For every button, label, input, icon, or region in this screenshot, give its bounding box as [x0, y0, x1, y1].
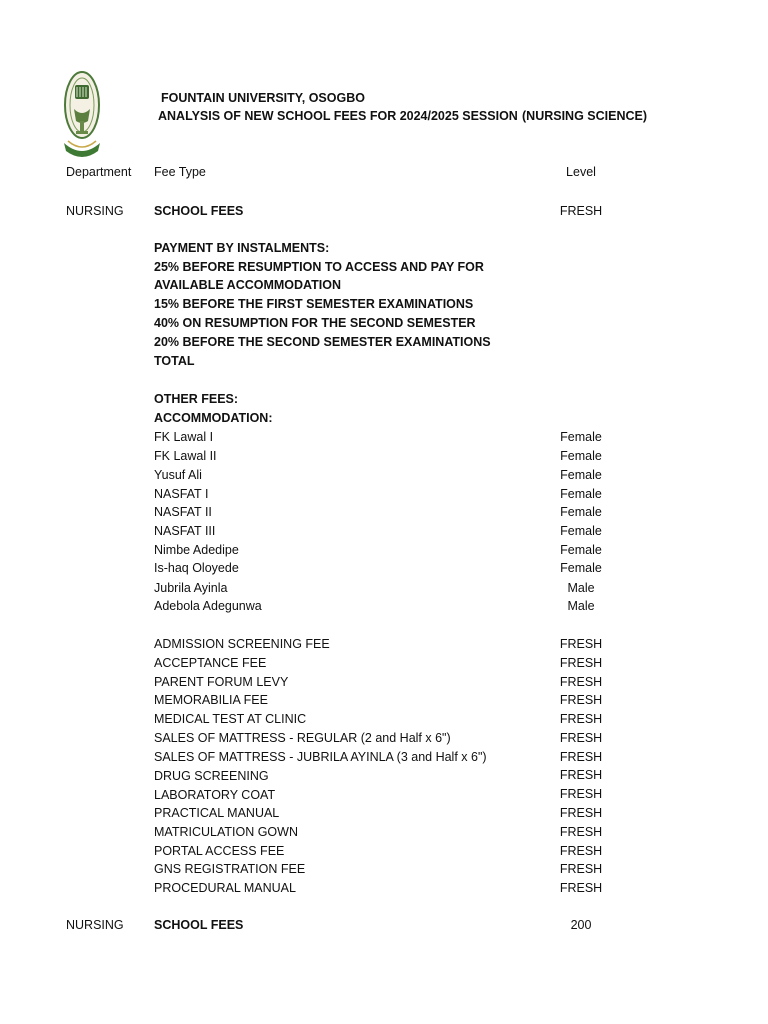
hostel-name: Is-haq Oloyede	[154, 561, 239, 575]
fee-level: FRESH	[559, 806, 603, 820]
hostel-name: FK Lawal II	[154, 449, 217, 463]
university-crest-icon	[62, 69, 102, 161]
fee-level: FRESH	[559, 750, 603, 764]
hostel-gender: Female	[560, 487, 602, 501]
instalment-line: 40% ON RESUMPTION FOR THE SECOND SEMESTER	[154, 316, 476, 330]
fee-name: PARENT FORUM LEVY	[154, 675, 289, 689]
fee-type-cell: SCHOOL FEES	[154, 918, 244, 932]
other-fees-heading: OTHER FEES:	[154, 392, 239, 406]
hostel-name: NASFAT III	[154, 524, 216, 538]
fee-level: FRESH	[559, 712, 603, 726]
level-column-header: Level	[566, 165, 596, 179]
hostel-gender: Female	[560, 543, 602, 557]
instalment-line: 15% BEFORE THE FIRST SEMESTER EXAMINATIONS	[154, 297, 474, 311]
department-cell: NURSING	[66, 918, 124, 932]
fee-level: FRESH	[559, 656, 603, 670]
fee-name: SALES OF MATTRESS - JUBRILA AYINLA (3 and Half x 6")	[154, 750, 487, 764]
hostel-gender: Female	[560, 505, 602, 519]
hostel-gender: Female	[560, 561, 602, 575]
fee-level: FRESH	[559, 675, 603, 689]
fee-level: FRESH	[559, 787, 603, 801]
fee-level: FRESH	[559, 693, 603, 707]
instalment-line: AVAILABLE ACCOMMODATION	[154, 278, 342, 292]
fee-name: PORTAL ACCESS FEE	[154, 844, 285, 858]
fee-level: FRESH	[559, 844, 603, 858]
fee-level: FRESH	[559, 825, 603, 839]
hostel-name: Nimbe Adedipe	[154, 543, 239, 557]
instalment-line: 25% BEFORE RESUMPTION TO ACCESS AND PAY FOR	[154, 260, 484, 274]
hostel-gender: Female	[560, 468, 602, 482]
fee-type-column-header: Fee Type	[154, 165, 206, 179]
fee-name: GNS REGISTRATION FEE	[154, 862, 306, 876]
department-cell: NURSING	[66, 204, 124, 218]
fee-name: DRUG SCREENING	[154, 769, 269, 783]
hostel-name: Adebola Adegunwa	[154, 599, 262, 613]
fee-name: MEMORABILIA FEE	[154, 693, 268, 707]
level-cell: FRESH	[559, 204, 603, 218]
fee-name: ACCEPTANCE FEE	[154, 656, 267, 670]
hostel-name: NASFAT I	[154, 487, 209, 501]
hostel-gender: Male	[567, 599, 595, 613]
hostel-name: FK Lawal I	[154, 430, 214, 444]
hostel-name: NASFAT II	[154, 505, 212, 519]
fee-level: FRESH	[559, 881, 603, 895]
hostel-gender: Female	[560, 524, 602, 538]
hostel-gender: Male	[567, 581, 595, 595]
hostel-name: Jubrila Ayinla	[154, 581, 228, 595]
accommodation-heading: ACCOMMODATION:	[154, 411, 273, 425]
fee-name: PROCEDURAL MANUAL	[154, 881, 296, 895]
fee-name: MATRICULATION GOWN	[154, 825, 298, 839]
fee-name: SALES OF MATTRESS - REGULAR (2 and Half x 6")	[154, 731, 451, 745]
fee-level: FRESH	[559, 731, 603, 745]
fee-level: FRESH	[559, 862, 603, 876]
university-name: FOUNTAIN UNIVERSITY, OSOGBO	[161, 91, 365, 105]
department-column-header: Department	[66, 165, 132, 179]
hostel-gender: Female	[560, 430, 602, 444]
fee-name: MEDICAL TEST AT CLINIC	[154, 712, 307, 726]
instalment-line: 20% BEFORE THE SECOND SEMESTER EXAMINATIONS	[154, 335, 491, 349]
document-title: ANALYSIS OF NEW SCHOOL FEES FOR 2024/2025 SESSION	[158, 109, 518, 123]
level-cell: 200	[570, 918, 592, 932]
fee-name: LABORATORY COAT	[154, 788, 276, 802]
fee-name: PRACTICAL MANUAL	[154, 806, 280, 820]
fee-name: ADMISSION SCREENING FEE	[154, 637, 330, 651]
fee-level: FRESH	[559, 768, 603, 782]
fee-type-cell: SCHOOL FEES	[154, 204, 244, 218]
programme-label: (NURSING SCIENCE)	[522, 109, 648, 123]
hostel-name: Yusuf Ali	[154, 468, 202, 482]
fee-level: FRESH	[559, 637, 603, 651]
instalment-total: TOTAL	[154, 354, 195, 368]
instalment-line: PAYMENT BY INSTALMENTS:	[154, 241, 330, 255]
hostel-gender: Female	[560, 449, 602, 463]
